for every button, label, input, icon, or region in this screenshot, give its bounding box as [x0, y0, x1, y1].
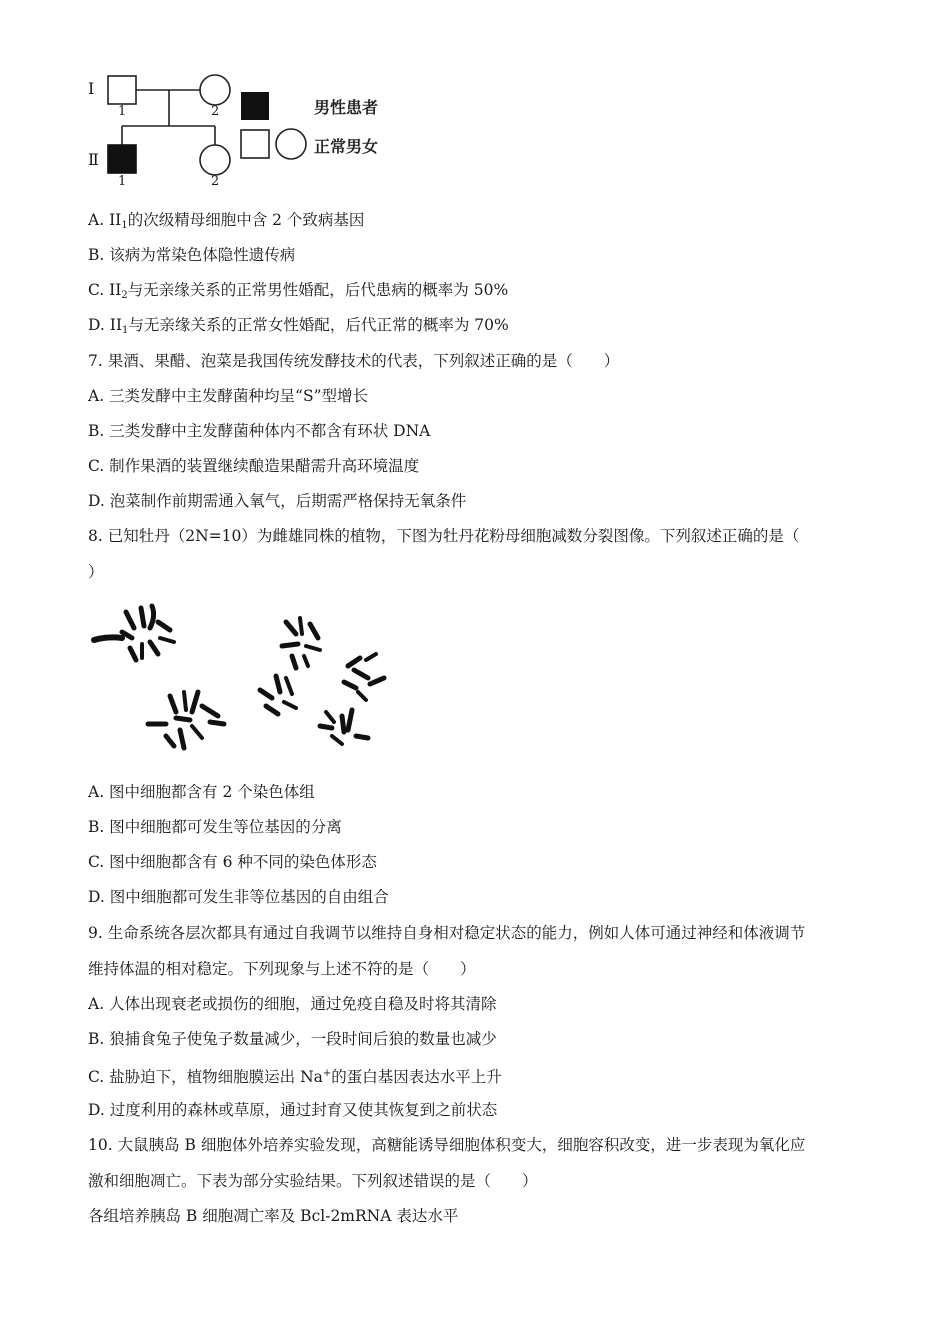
- chromosome-cluster-4: [260, 676, 296, 714]
- q9-option-b: B. 狼捕食兔子使兔子数量减少，一段时间后狼的数量也减少: [88, 1030, 497, 1048]
- q9-stem-line1: 9. 生命系统各层次都具有通过自我调节以维持自身相对稳定状态的能力，例如人体可通过神经和体液调节: [88, 924, 806, 942]
- chromosome-cluster-5: [344, 654, 384, 700]
- gen1-ind2-number: 2: [211, 104, 220, 119]
- q10-stem-line2: 激和细胞凋亡。下表为部分实验结果。下列叙述错误的是（ ）: [88, 1172, 538, 1190]
- gen2-female-normal: [200, 145, 230, 175]
- q6-option-b: B. 该病为常染色体隐性遗传病: [88, 246, 296, 264]
- q8-stem-line2: ）: [88, 563, 104, 581]
- gen2-label: Ⅱ: [88, 150, 99, 169]
- q7-stem: 7. 果酒、果醋、泡菜是我国传统发酵技术的代表，下列叙述正确的是（ ）: [88, 352, 620, 370]
- q9-option-c: C. 盐胁迫下，植物细胞膜运出 Na+的蛋白基因表达水平上升: [88, 1068, 502, 1086]
- q7-option-c: C. 制作果酒的装置继续酿造果醋需升高环境温度: [88, 457, 420, 475]
- chromosome-cluster-6: [320, 710, 368, 744]
- q8-stem-line1: 8. 已知牡丹（2N=10）为雌雄同株的植物，下图为牡丹花粉母细胞减数分裂图像。下列叙述正确的是（: [88, 527, 800, 545]
- gen1-male-normal: [108, 76, 136, 104]
- q6-option-d: D. $II_1$与无亲缘关系的正常女性婚配，后代正常的概率为 70%: [88, 316, 509, 336]
- chromosome-cluster-1: [94, 606, 174, 660]
- gen2-male-affected: [108, 145, 136, 173]
- q8-option-d: D. 图中细胞都可发生非等位基因的自由组合: [88, 888, 389, 906]
- pedigree-diagram: [80, 70, 400, 195]
- q9-option-a: A. 人体出现衰老或损伤的细胞，通过免疫自稳及时将其清除: [88, 995, 497, 1013]
- legend-affected-male-label: 男性患者: [314, 98, 379, 117]
- chromosome-cluster-3: [282, 618, 320, 668]
- q9-option-d: D. 过度利用的森林或草原，通过封育又使其恢复到之前状态: [88, 1101, 498, 1119]
- q7-option-b: B. 三类发酵中主发酵菌种体内不都含有环状 DNA: [88, 422, 431, 440]
- q10-stem-line1: 10. 大鼠胰岛 B 细胞体外培养实验发现，高糖能诱导细胞体积变大，细胞容积改变，进一步表现为氧化应: [88, 1136, 806, 1154]
- gen1-female-normal: [200, 75, 230, 105]
- q8-option-c: C. 图中细胞都含有 6 种不同的染色体形态: [88, 853, 377, 871]
- q6-option-c: C. $II_2$与无亲缘关系的正常男性婚配，后代患病的概率为 50%: [88, 281, 509, 301]
- q7-option-d: D. 泡菜制作前期需通入氧气，后期需严格保持无氧条件: [88, 492, 467, 510]
- gen2-ind2-number: 2: [211, 174, 220, 189]
- q8-option-a: A. 图中细胞都含有 2 个染色体组: [88, 783, 315, 801]
- q6-option-a: A. $II_1$的次级精母细胞中含 2 个致病基因: [88, 211, 365, 231]
- q10-table-caption: 各组培养胰岛 B 细胞凋亡率及 Bcl-2mRNA 表达水平: [88, 1207, 459, 1225]
- legend-normal-label: 正常男女: [314, 137, 379, 156]
- q7-option-a: A. 三类发酵中主发酵菌种均呈“S”型增长: [88, 387, 369, 405]
- legend-normal-male-symbol: [241, 130, 269, 158]
- gen1-ind1-number: 1: [118, 104, 127, 119]
- q8-option-b: B. 图中细胞都可发生等位基因的分离: [88, 818, 342, 836]
- legend-affected-male-symbol: [241, 92, 269, 120]
- legend-normal-female-symbol: [276, 129, 306, 159]
- meiosis-micrograph: [86, 598, 406, 758]
- gen2-ind1-number: 1: [118, 174, 127, 189]
- q9-stem-line2: 维持体温的相对稳定。下列现象与上述不符的是（ ）: [88, 960, 476, 978]
- gen1-label: Ⅰ: [88, 79, 95, 98]
- chromosome-cluster-2: [148, 692, 224, 748]
